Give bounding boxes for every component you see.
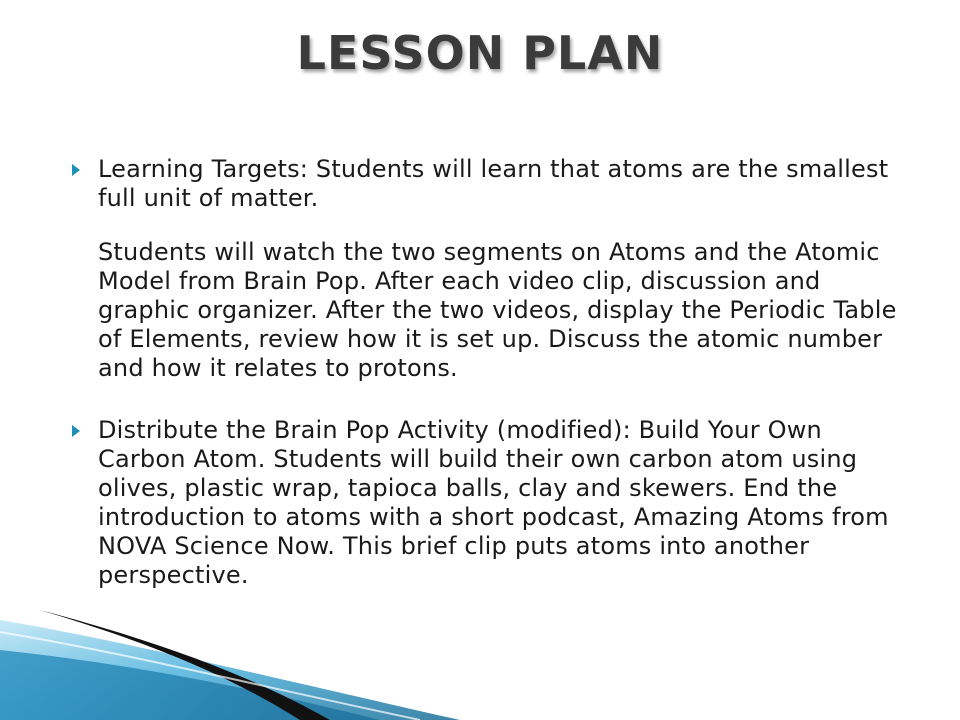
bullet-paragraph: Students will watch the two segments on Atoms and the Atomic Model from Brain Pop. After each video clip, discussion and graphic organizer. After the two videos, display the Periodic Table of Elements, review how it is set up. Discuss the atomic number and how it relates to protons. <box>98 238 897 382</box>
triangle-bullet-icon <box>72 425 80 437</box>
bullet-paragraph: Learning Targets: Students will learn that atoms are the smallest full unit of matter. <box>98 155 889 212</box>
triangle-bullet-icon <box>72 164 80 176</box>
bullet-paragraph: Distribute the Brain Pop Activity (modified): Build Your Own Carbon Atom. Students will build their own carbon atom using olives, plastic wrap, tapioca balls, clay and skewers. End the introduction to atoms with a short podcast, Amazing Atoms from NOVA Science Now. This brief clip puts atoms into another perspective. <box>98 416 889 589</box>
bullet-item-learning-targets <box>70 155 900 383</box>
decorative-wave-icon <box>0 580 960 720</box>
slide-title: LESSON PLAN <box>296 26 664 80</box>
slide-content <box>70 155 900 590</box>
bullet-item-carbon-atom-activity <box>70 416 900 590</box>
